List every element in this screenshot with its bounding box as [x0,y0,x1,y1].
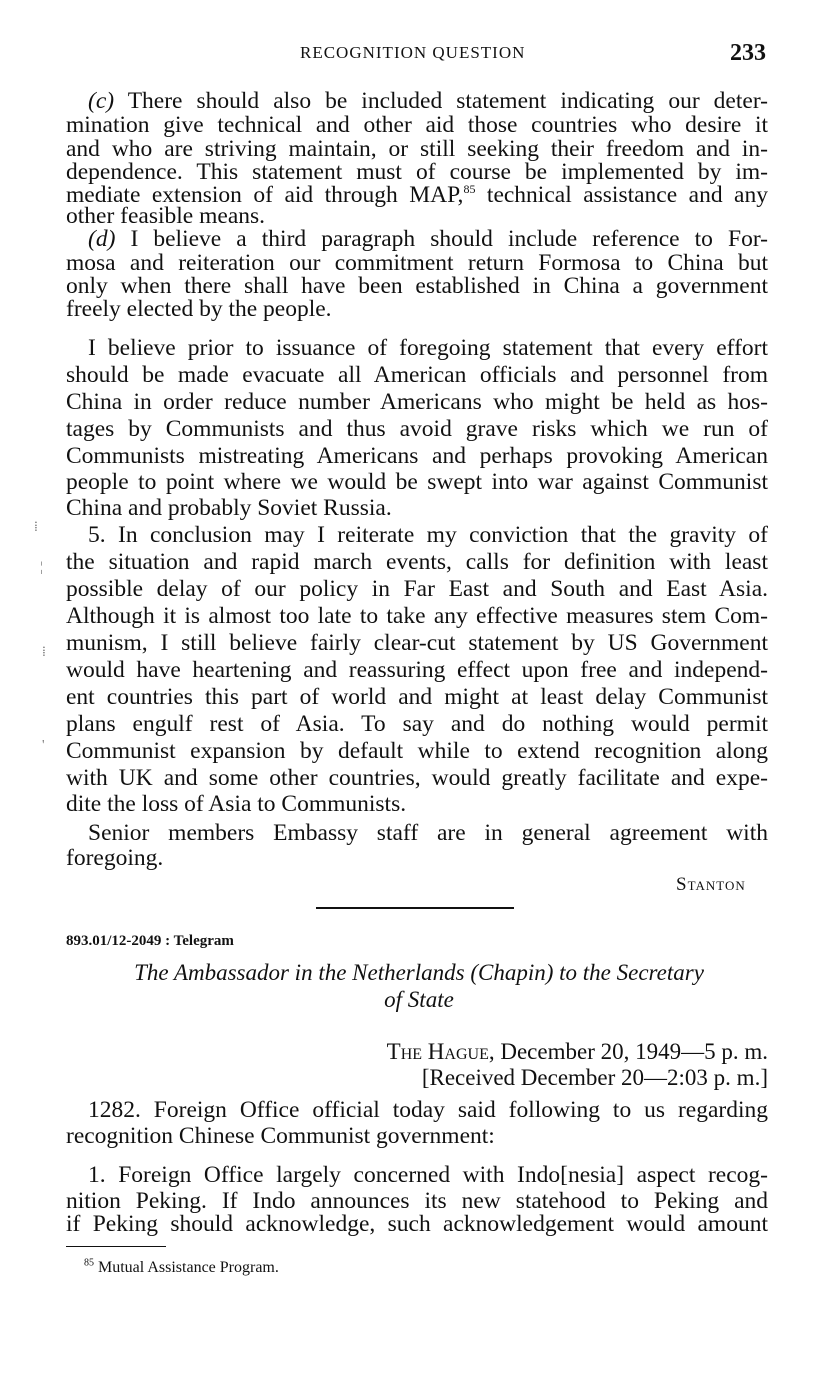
point-1-line-2: nition Peking. If Indo announces its new statehood to Peking and [66,1188,768,1214]
para-5-line-11: dite the loss of Asia to Communists. [66,791,407,817]
para-5-line-3: possible delay of our policy in Far East and South and East Asia. [66,576,768,602]
para-5-line-8: plans engulf rest of Asia. To say and do nothing would permit [66,711,768,737]
footnote-number: 85 [84,1257,94,1269]
para-prior-line-1: I believe prior to issuance of foregoing statement that every effort [88,335,768,361]
footnote-text: Mutual Assistance Program. [94,1259,279,1276]
para-senior-line-2: foregoing. [66,845,164,871]
para-prior-line-3: China in order reduce number Americans who might be held as hos- [66,389,768,415]
page-number: 233 [730,40,766,66]
para-c-line-2: mination give technical and other aid those countries who desire it [66,112,768,138]
para-prior-line-4: tages by Communists and thus avoid grave risks which we run of [66,416,768,442]
dateline-date: , December 20, 1949—5 p. m. [488,1039,768,1064]
footnote-ref-85: 85 [463,182,476,197]
para-5-line-6: would have heartening and reassuring effect upon free and independ- [66,657,768,683]
para-d-line-2: mosa and reiteration our commitment return Formosa to China but [66,250,768,276]
para-d-text: I believe a third paragraph should include reference to For- [115,226,768,252]
para-5-line-9: Communist expansion by default while to extend recognition along [66,738,768,764]
para-prior-line-2: should be made evacuate all American officials and personnel from [66,362,768,388]
para-prior-line-7: China and probably Soviet Russia. [66,495,392,521]
para-c-line-1 [88,88,768,115]
para-c-line-3: and who are striving maintain, or still seeking their freedom and in- [66,136,768,162]
para-5-line-7: ent countries this part of world and might at least delay Communist [66,684,768,710]
section-separator [316,907,514,909]
dateline-place: The Hague [386,1039,489,1064]
signature-stanton: Stanton [676,874,746,895]
para-d-label: (d) [88,226,116,252]
para-senior-line-1: Senior members Embassy staff are in general agreement with [88,820,768,846]
para-5-line-1: 5. In conclusion may I reiterate my conviction that the gravity of [88,522,768,548]
footnote-85 [84,1259,279,1277]
dateline [387,1039,768,1065]
para-d-line-4: freely elected by the people. [66,296,332,322]
para-c-label: (c) [88,88,115,114]
para-prior-line-5: Communists mistreating Americans and perhaps provoking American [66,443,768,469]
para-prior-line-6: people to point where we would be swept into war against Communist [66,469,768,495]
file-reference: 893.01/12-2049 : Telegram [66,933,234,949]
running-title: RECOGNITION QUESTION [300,43,526,62]
map-text: mediate extension of aid through MAP, [66,182,464,208]
para-5-line-5: munism, I still believe fairly clear-cut statement by US Government [66,630,768,656]
footnote-rule [66,1246,166,1247]
map-line-tail: technical assistance and any [475,182,768,208]
intro-line-2: recognition Chinese Communist government: [66,1123,495,1149]
margin-mark-3: ⁞ [42,645,46,660]
para-d-line-3: only when there shall have been established in China a government [66,273,768,299]
margin-mark-4: ' [42,738,45,753]
intro-line-1: 1282. Foreign Office official today said following to us regarding [88,1097,768,1123]
para-5-line-10: with UK and some other countries, would greatly facilitate and expe- [66,765,768,791]
para-5-line-4: Although it is almost too late to take any effective measures stem Com- [66,603,768,629]
para-c-line-6: other feasible means. [66,203,266,229]
para-d-line-1 [88,226,768,253]
margin-mark-1: ⁞ [34,520,38,535]
point-1-line-1: 1. Foreign Office largely concerned with Indo[nesia] aspect recog- [88,1162,768,1188]
telegram-heading-line-1: The Ambassador in the Netherlands (Chapin) to the Secretary [134,960,704,985]
para-5-line-2: the situation and rapid march events, calls for definition with least [66,549,768,575]
para-c-text: There should also be included statement indicating our deter- [114,88,768,114]
point-1-line-3: if Peking should acknowledge, such acknowledgement would amount [66,1211,768,1237]
para-c-line-4: dependence. This statement must of course be implemented by im- [66,159,768,185]
received-line: [Received December 20—2:03 p. m.] [421,1065,768,1090]
telegram-heading-line-2: of State [384,987,454,1012]
margin-mark-2: ¦ [40,560,43,575]
